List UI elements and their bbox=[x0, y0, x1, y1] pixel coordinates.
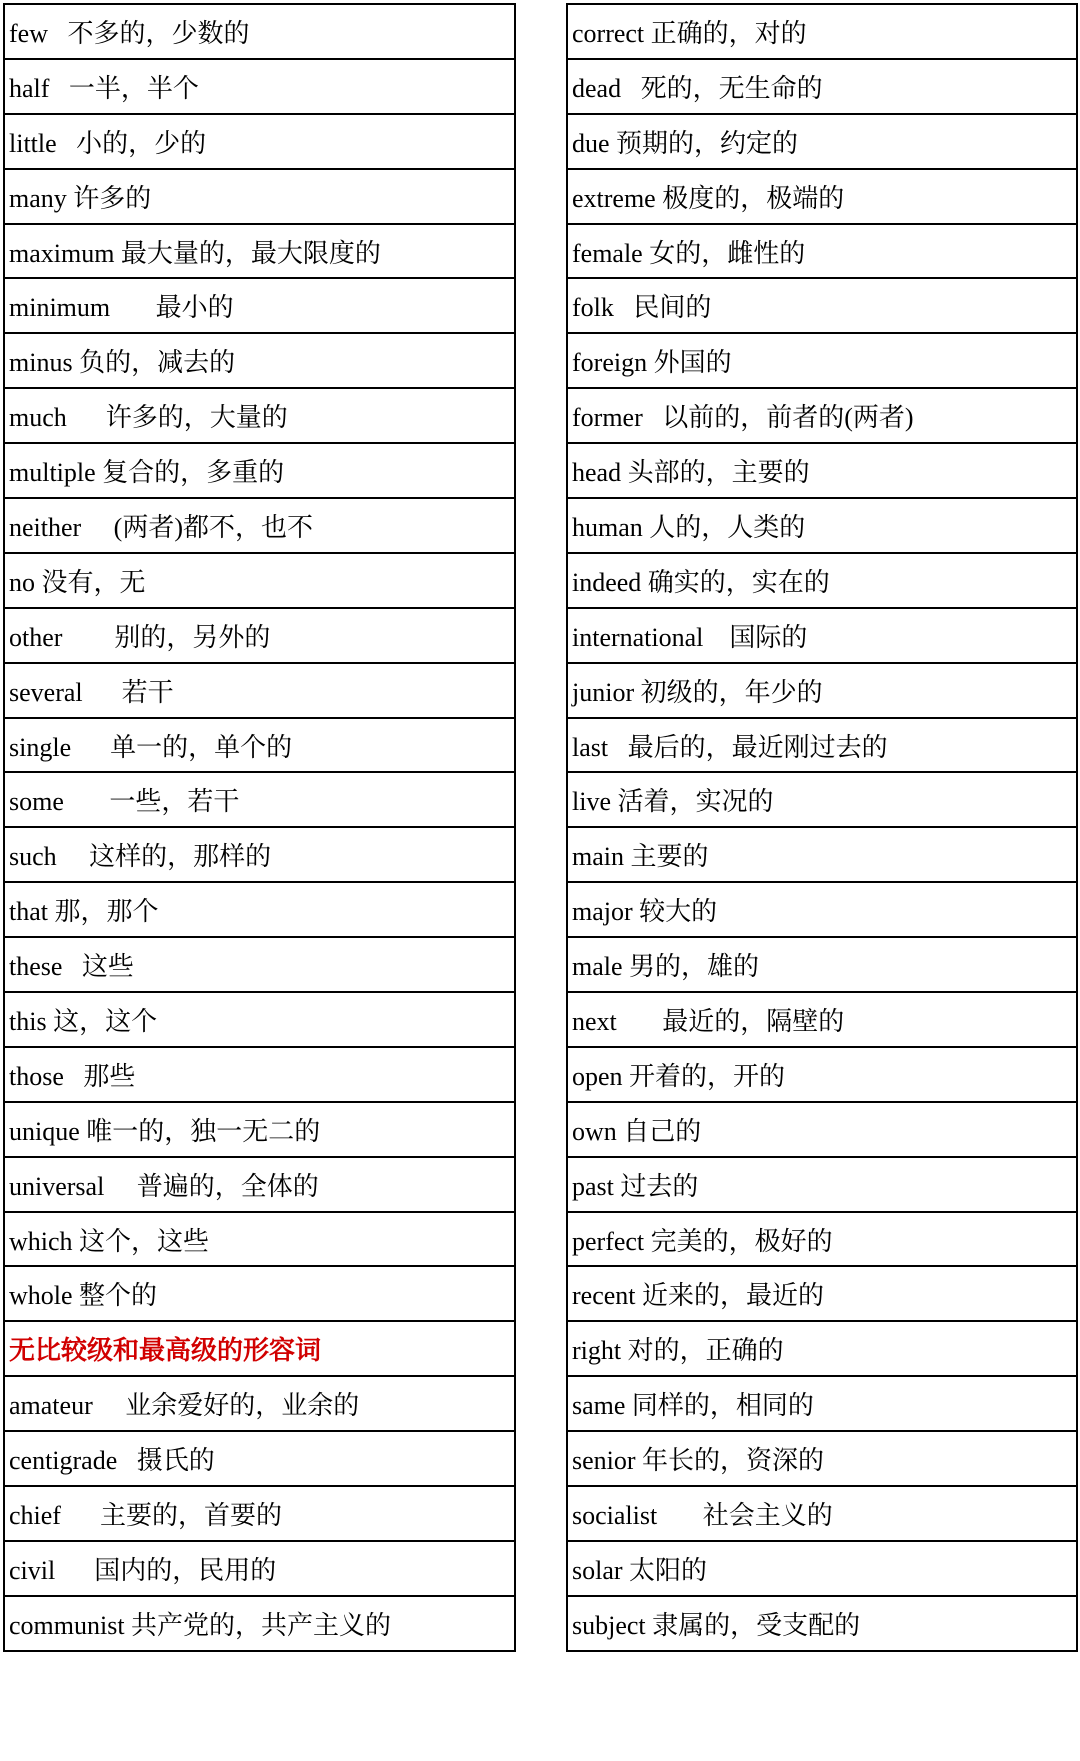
vocabulary-table-right bbox=[566, 3, 1078, 1652]
vocab-cell: these 这些 bbox=[4, 937, 515, 992]
table-row bbox=[4, 333, 515, 388]
table-row bbox=[4, 827, 515, 882]
vocab-cell: neither (两者)都不，也不 bbox=[4, 498, 515, 553]
table-row bbox=[567, 4, 1077, 59]
table-row bbox=[567, 1321, 1077, 1376]
table-row bbox=[4, 169, 515, 224]
vocab-cell: minus 负的，减去的 bbox=[4, 333, 515, 388]
vocab-cell: chief 主要的，首要的 bbox=[4, 1486, 515, 1541]
table-row bbox=[4, 1486, 515, 1541]
vocab-cell: foreign 外国的 bbox=[567, 333, 1077, 388]
table-row bbox=[567, 498, 1077, 553]
table-row bbox=[4, 1541, 515, 1596]
vocab-cell: little 小的，少的 bbox=[4, 114, 515, 169]
table-row bbox=[4, 992, 515, 1047]
table-row bbox=[567, 1541, 1077, 1596]
vocab-cell: folk 民间的 bbox=[567, 278, 1077, 333]
table-row bbox=[4, 553, 515, 608]
table-row bbox=[4, 224, 515, 279]
table-row bbox=[567, 1157, 1077, 1212]
table-row bbox=[4, 608, 515, 663]
vocab-cell: senior 年长的，资深的 bbox=[567, 1431, 1077, 1486]
vocab-cell: no 没有，无 bbox=[4, 553, 515, 608]
table-row bbox=[567, 59, 1077, 114]
table-row bbox=[567, 937, 1077, 992]
table-row bbox=[4, 1212, 515, 1267]
table-row bbox=[567, 333, 1077, 388]
vocab-cell: past 过去的 bbox=[567, 1157, 1077, 1212]
table-row bbox=[4, 772, 515, 827]
vocab-cell: which 这个，这些 bbox=[4, 1212, 515, 1267]
vocab-cell: main 主要的 bbox=[567, 827, 1077, 882]
table-row bbox=[567, 663, 1077, 718]
vocab-cell: junior 初级的，年少的 bbox=[567, 663, 1077, 718]
vocab-cell: some 一些，若干 bbox=[4, 772, 515, 827]
table-row bbox=[4, 114, 515, 169]
table-row bbox=[567, 1486, 1077, 1541]
table-row bbox=[4, 443, 515, 498]
vocab-cell: many 许多的 bbox=[4, 169, 515, 224]
vocab-cell: correct 正确的，对的 bbox=[567, 4, 1077, 59]
vocab-cell: centigrade 摄氏的 bbox=[4, 1431, 515, 1486]
vocab-cell: recent 近来的，最近的 bbox=[567, 1266, 1077, 1321]
vocab-cell: communist 共产党的，共产主义的 bbox=[4, 1596, 515, 1651]
vocab-cell: those 那些 bbox=[4, 1047, 515, 1102]
table-row bbox=[567, 718, 1077, 773]
vocabulary-table-left bbox=[3, 3, 516, 1652]
vocab-cell: single 单一的，单个的 bbox=[4, 718, 515, 773]
vocab-cell: solar 太阳的 bbox=[567, 1541, 1077, 1596]
table-row bbox=[4, 388, 515, 443]
table-row bbox=[567, 224, 1077, 279]
vocab-cell: other 别的，另外的 bbox=[4, 608, 515, 663]
table-row bbox=[567, 827, 1077, 882]
vocab-cell: major 较大的 bbox=[567, 882, 1077, 937]
vocab-cell: that 那，那个 bbox=[4, 882, 515, 937]
table-row bbox=[4, 1047, 515, 1102]
vocab-cell: open 开着的，开的 bbox=[567, 1047, 1077, 1102]
table-row bbox=[4, 278, 515, 333]
vocab-cell: amateur 业余爱好的，业余的 bbox=[4, 1376, 515, 1431]
vocab-cell: own 自己的 bbox=[567, 1102, 1077, 1157]
table-row bbox=[4, 1321, 515, 1376]
vocab-cell: maximum 最大量的，最大限度的 bbox=[4, 224, 515, 279]
table-row bbox=[567, 1047, 1077, 1102]
table-row bbox=[4, 1431, 515, 1486]
vocab-cell: multiple 复合的，多重的 bbox=[4, 443, 515, 498]
vocab-cell: right 对的，正确的 bbox=[567, 1321, 1077, 1376]
table-row bbox=[4, 1376, 515, 1431]
vocab-cell: perfect 完美的，极好的 bbox=[567, 1212, 1077, 1267]
vocab-cell: subject 隶属的，受支配的 bbox=[567, 1596, 1077, 1651]
vocab-cell: several 若干 bbox=[4, 663, 515, 718]
table-row bbox=[567, 1102, 1077, 1157]
vocab-cell: dead 死的，无生命的 bbox=[567, 59, 1077, 114]
vocab-cell: former 以前的，前者的(两者) bbox=[567, 388, 1077, 443]
vocab-cell: unique 唯一的，独一无二的 bbox=[4, 1102, 515, 1157]
table-row bbox=[4, 882, 515, 937]
table-row bbox=[4, 1266, 515, 1321]
table-row bbox=[567, 1431, 1077, 1486]
table-row bbox=[567, 443, 1077, 498]
table-row bbox=[567, 1376, 1077, 1431]
table-row bbox=[4, 1157, 515, 1212]
vocab-cell: international 国际的 bbox=[567, 608, 1077, 663]
vocab-cell: much 许多的，大量的 bbox=[4, 388, 515, 443]
table-row bbox=[567, 772, 1077, 827]
table-row bbox=[567, 114, 1077, 169]
vocab-cell: such 这样的，那样的 bbox=[4, 827, 515, 882]
vocab-cell: universal 普遍的，全体的 bbox=[4, 1157, 515, 1212]
table-row bbox=[567, 553, 1077, 608]
table-row bbox=[4, 937, 515, 992]
vocab-cell: female 女的，雌性的 bbox=[567, 224, 1077, 279]
table-row bbox=[567, 388, 1077, 443]
table-row bbox=[567, 278, 1077, 333]
table-row bbox=[567, 992, 1077, 1047]
vocab-cell: half 一半，半个 bbox=[4, 59, 515, 114]
table-row bbox=[567, 1266, 1077, 1321]
table-row bbox=[4, 1102, 515, 1157]
table-row bbox=[4, 59, 515, 114]
vocab-cell: due 预期的，约定的 bbox=[567, 114, 1077, 169]
vocab-cell: last 最后的，最近刚过去的 bbox=[567, 718, 1077, 773]
section-heading: 无比较级和最高级的形容词 bbox=[4, 1321, 515, 1376]
vocab-cell: minimum 最小的 bbox=[4, 278, 515, 333]
vocab-cell: human 人的，人类的 bbox=[567, 498, 1077, 553]
vocab-cell: head 头部的，主要的 bbox=[567, 443, 1077, 498]
table-row bbox=[4, 663, 515, 718]
vocab-cell: few 不多的，少数的 bbox=[4, 4, 515, 59]
vocab-cell: whole 整个的 bbox=[4, 1266, 515, 1321]
table-row bbox=[567, 1212, 1077, 1267]
table-row bbox=[4, 4, 515, 59]
table-row bbox=[4, 498, 515, 553]
vocab-cell: extreme 极度的，极端的 bbox=[567, 169, 1077, 224]
vocab-cell: male 男的，雄的 bbox=[567, 937, 1077, 992]
table-row bbox=[4, 718, 515, 773]
vocab-cell: next 最近的，隔壁的 bbox=[567, 992, 1077, 1047]
vocab-cell: same 同样的，相同的 bbox=[567, 1376, 1077, 1431]
table-row bbox=[4, 1596, 515, 1651]
vocab-cell: indeed 确实的，实在的 bbox=[567, 553, 1077, 608]
vocab-cell: this 这，这个 bbox=[4, 992, 515, 1047]
table-row bbox=[567, 882, 1077, 937]
vocab-cell: live 活着，实况的 bbox=[567, 772, 1077, 827]
vocab-cell: civil 国内的，民用的 bbox=[4, 1541, 515, 1596]
table-row bbox=[567, 1596, 1077, 1651]
vocab-cell: socialist 社会主义的 bbox=[567, 1486, 1077, 1541]
table-row bbox=[567, 169, 1077, 224]
table-row bbox=[567, 608, 1077, 663]
